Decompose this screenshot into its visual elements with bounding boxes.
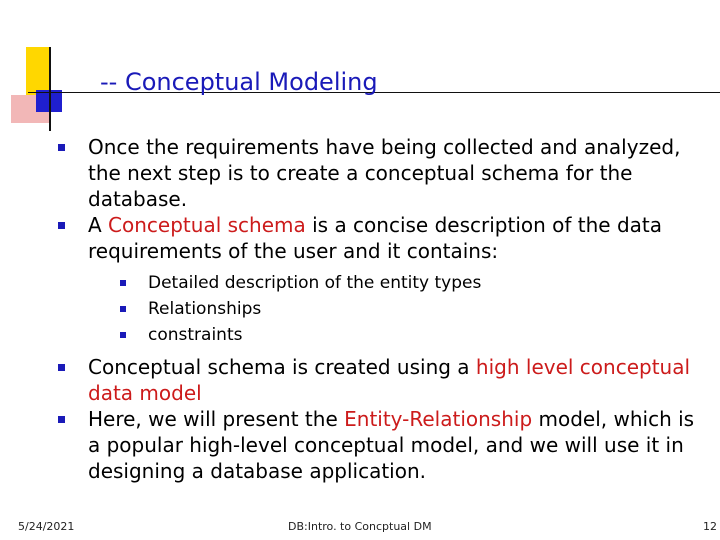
square-bullet-icon — [120, 280, 126, 286]
sub-bullet-text: Detailed description of the entity types — [148, 273, 482, 293]
bullet-list — [58, 134, 708, 484]
bullet-item — [58, 406, 708, 484]
sub-bullet-text: constraints — [148, 325, 243, 345]
slide-content — [58, 134, 708, 484]
decor-vertical-line — [49, 47, 51, 131]
footer-title: DB:Intro. to Concptual DM — [288, 520, 432, 533]
bullet-highlight: Entity-Relationship — [344, 407, 533, 431]
square-bullet-icon — [120, 306, 126, 312]
bullet-text: Once the requirements have being collected and analyzed, the next step is to create a conceptual schema for the database. — [88, 135, 681, 211]
slide-title: -- Conceptual Modeling — [100, 68, 378, 96]
bullet-item — [58, 212, 708, 348]
bullet-text-post: model, which is a popular high-level conceptual model, and we will use it in designing a database application. — [88, 407, 695, 483]
bullet-item — [58, 134, 708, 212]
sub-bullet-text: Relationships — [148, 299, 262, 319]
bullet-text-pre: A — [88, 213, 109, 237]
square-bullet-icon — [58, 416, 65, 423]
sub-bullet-item — [120, 322, 708, 348]
sub-bullet-item — [120, 296, 708, 322]
bullet-text-post: is a concise description of the data requirements of the user and it contains: — [88, 213, 663, 263]
page-number: 12 — [703, 520, 717, 533]
bullet-item — [58, 354, 708, 406]
sub-bullet-list — [120, 270, 708, 348]
bullet-text-pre: Conceptual schema is created using a — [88, 355, 476, 379]
bullet-highlight: high level conceptual data model — [88, 355, 691, 405]
square-bullet-icon — [58, 144, 65, 151]
bullet-text-pre: Here, we will present the — [88, 407, 345, 431]
square-bullet-icon — [120, 332, 126, 338]
bullet-highlight: Conceptual schema — [108, 213, 306, 237]
footer-date: 5/24/2021 — [18, 520, 75, 533]
square-bullet-icon — [58, 222, 65, 229]
square-bullet-icon — [58, 364, 65, 371]
decor-yellow-block — [26, 47, 50, 95]
sub-bullet-item — [120, 270, 708, 296]
